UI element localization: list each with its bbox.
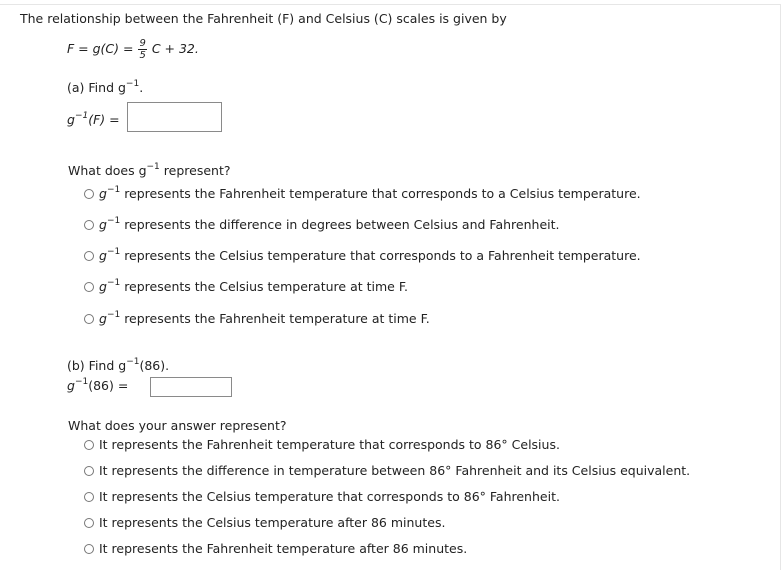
- q2-option-5[interactable]: [84, 541, 467, 556]
- radio-button[interactable]: [84, 251, 94, 261]
- option-label: It represents the Fahrenheit temperature after 86 minutes.: [99, 541, 468, 556]
- intro-text: The relationship between the Fahrenheit (F) and Celsius (C) scales is given by: [20, 11, 507, 26]
- radio-button[interactable]: [84, 440, 94, 450]
- formula-lhs: F = g(C) =: [67, 41, 138, 56]
- option-exp: −1: [106, 215, 121, 226]
- top-border: [0, 4, 781, 5]
- formula-rhs: C + 32.: [151, 41, 199, 56]
- part-b-answer-input[interactable]: [150, 377, 232, 397]
- option-label: It represents the Fahrenheit temperature that corresponds to 86° Celsius.: [99, 437, 560, 452]
- part-a-suffix: .: [139, 80, 144, 95]
- radio-button[interactable]: [84, 518, 94, 528]
- part-b-prompt: [67, 358, 169, 373]
- option-label: It represents the difference in temperature between 86° Fahrenheit and its Celsius equivalent.: [99, 463, 691, 478]
- part-a-answer-input[interactable]: [127, 102, 222, 132]
- option-exp: −1: [106, 309, 121, 320]
- q1-option-4[interactable]: $g^{-1}$ represents the Celsius temperature at time F.: [84, 279, 408, 294]
- part-a-prompt: [67, 80, 143, 95]
- q1-prefix: What does g: [68, 163, 147, 178]
- fraction-denominator: 5: [139, 50, 146, 61]
- option-label: represents the difference in degrees between Celsius and Fahrenheit.: [120, 217, 560, 232]
- part-a-answer-label: [67, 112, 120, 127]
- question-2-prompt: What does your answer represent?: [68, 418, 287, 433]
- radio-button[interactable]: [84, 544, 94, 554]
- radio-button[interactable]: [84, 466, 94, 476]
- option-label: It represents the Celsius temperature after 86 minutes.: [99, 515, 446, 530]
- answer-label-arg: (86) =: [88, 378, 129, 393]
- answer-label-exp: −1: [74, 110, 89, 121]
- answer-label-exp: −1: [74, 376, 89, 387]
- q1-option-1[interactable]: $g^{-1}$ represents the Fahrenheit temperature that corresponds to a Celsius temperature.: [84, 186, 641, 201]
- radio-button[interactable]: [84, 314, 94, 324]
- formula-fraction: [138, 38, 146, 61]
- option-exp: −1: [106, 246, 121, 257]
- option-exp: −1: [106, 184, 121, 195]
- q1-option-3[interactable]: $g^{-1}$ represents the Celsius temperature that corresponds to a Fahrenheit temperature.: [84, 248, 641, 263]
- radio-button[interactable]: [84, 282, 94, 292]
- q1-option-2[interactable]: $g^{-1}$ represents the difference in degrees between Celsius and Fahrenheit.: [84, 217, 559, 232]
- q2-option-2[interactable]: [84, 463, 690, 478]
- option-exp: −1: [106, 277, 121, 288]
- fraction-numerator: 9: [139, 38, 146, 49]
- answer-label-arg: (F) =: [88, 112, 120, 127]
- option-label: It represents the Celsius temperature that corresponds to 86° Fahrenheit.: [99, 489, 560, 504]
- part-b-answer-label: [67, 378, 128, 393]
- q1-suffix: represent?: [159, 163, 231, 178]
- formula: [67, 38, 199, 61]
- part-a-prefix: (a) Find g: [67, 80, 126, 95]
- question-1-prompt: [68, 163, 230, 178]
- q2-option-1[interactable]: [84, 437, 560, 452]
- option-label: represents the Celsius temperature at time F.: [120, 279, 408, 294]
- q1-option-5[interactable]: $g^{-1}$ represents the Fahrenheit temperature at time F.: [84, 311, 430, 326]
- part-b-prefix: (b) Find g: [67, 358, 127, 373]
- inverse-exponent: −1: [125, 78, 140, 89]
- option-label: represents the Fahrenheit temperature at time F.: [120, 311, 430, 326]
- q1-exp: −1: [146, 161, 160, 172]
- part-b-suffix: (86).: [139, 358, 170, 373]
- radio-button[interactable]: [84, 492, 94, 502]
- answer-label-var: g: [67, 112, 75, 127]
- radio-button[interactable]: [84, 220, 94, 230]
- q2-option-4[interactable]: [84, 515, 445, 530]
- option-label: represents the Fahrenheit temperature that corresponds to a Celsius temperature.: [120, 186, 641, 201]
- option-label: represents the Celsius temperature that corresponds to a Fahrenheit temperature.: [120, 248, 641, 263]
- answer-label-var: g: [67, 378, 75, 393]
- radio-button[interactable]: [84, 189, 94, 199]
- part-b-exp: −1: [126, 356, 140, 367]
- q2-option-3[interactable]: [84, 489, 560, 504]
